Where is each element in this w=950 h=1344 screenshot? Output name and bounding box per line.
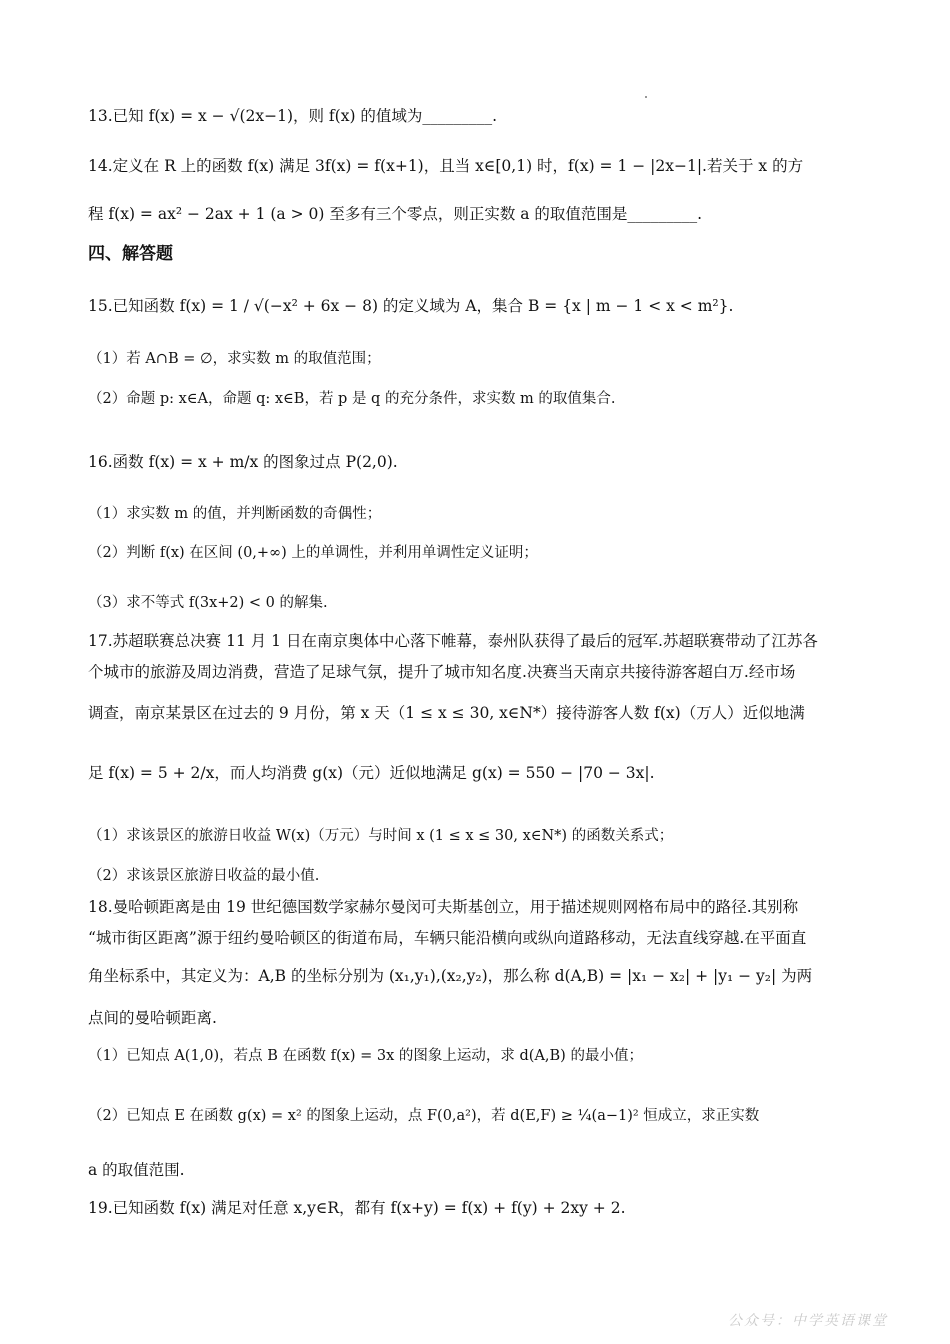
q16-part2: （2）判断 f(x) 在区间 (0,+∞) 上的单调性，并利用单调性定义证明； — [88, 545, 538, 561]
q15-part2: （2）命题 p: x∈A，命题 q: x∈B，若 p 是 q 的充分条件，求实数 m 的取值集合. — [88, 391, 616, 407]
q18-line-4: 点间的曼哈顿距离. — [88, 1009, 217, 1027]
q17-line-2: 个城市的旅游及周边消费，营造了足球气氛，提升了城市知名度.决赛当天南京共接待游客超白万.经市场 — [88, 663, 796, 681]
q18-part2-cont: a 的取值范围. — [88, 1161, 185, 1179]
q16-part3: （3）求不等式 f(3x+2) < 0 的解集. — [88, 595, 328, 611]
q14-line-2: 程 f(x) = ax² − 2ax + 1 (a > 0) 至多有三个零点，则正实数 a 的取值范围是_________. — [88, 205, 703, 223]
q18-line-2: “城市街区距离”源于纽约曼哈顿区的街道布局，车辆只能沿横向或纵向道路移动，无法直线穿越.在平面直 — [88, 929, 807, 947]
q16-part1: （1）求实数 m 的值，并判断函数的奇偶性； — [88, 506, 382, 522]
q18-line-1: 18.曼哈顿距离是由 19 世纪德国数学家赫尔曼闵可夫斯基创立，用于描述规则网格布局中的路径.其别称 — [88, 898, 799, 916]
q17-line-3: 调查，南京某景区在过去的 9 月份，第 x 天（1 ≤ x ≤ 30, x∈N*）接待游客人数 f(x)（万人）近似地满 — [88, 704, 805, 722]
q17-part2: （2）求该景区旅游日收益的最小值. — [88, 868, 320, 884]
q15-part1: （1）若 A∩B = ∅，求实数 m 的取值范围； — [88, 351, 381, 367]
q18-part1: （1）已知点 A(1,0)，若点 B 在函数 f(x) = 3x 的图象上运动，求 d(A,B) 的最小值； — [88, 1048, 643, 1064]
q15-stem: 15.已知函数 f(x) = 1 / √(−x² + 6x − 8) 的定义域为 A，集合 B = {x | m − 1 < x < m²}. — [88, 297, 734, 315]
q17-line-1: 17.苏超联赛总决赛 11 月 1 日在南京奥体中心落下帷幕，泰州队获得了最后的冠军.苏超联赛带动了江苏各 — [88, 632, 818, 650]
q19-stem: 19.已知函数 f(x) 满足对任意 x,y∈R，都有 f(x+y) = f(x) + f(y) + 2xy + 2. — [88, 1199, 626, 1217]
watermark: 公众号：中学英语课堂 — [728, 1313, 888, 1329]
q13-line: 13.已知 f(x) = x − √(2x−1)，则 f(x) 的值域为_________. — [88, 107, 498, 125]
page-mark — [645, 96, 647, 98]
q18-part2: （2）已知点 E 在函数 g(x) = x² 的图象上运动，点 F(0,a²)，若 d(E,F) ≥ ¼(a−1)² 恒成立，求正实数 — [88, 1108, 760, 1124]
q16-stem: 16.函数 f(x) = x + m/x 的图象过点 P(2,0). — [88, 453, 398, 471]
q17-part1: （1）求该景区的旅游日收益 W(x)（万元）与时间 x (1 ≤ x ≤ 30, x∈N*) 的函数关系式； — [88, 828, 674, 844]
section-heading: 四、解答题 — [88, 244, 173, 264]
q14-line-1: 14.定义在 R 上的函数 f(x) 满足 3f(x) = f(x+1)，且当 x∈[0,1) 时，f(x) = 1 − |2x−1|.若关于 x 的方 — [88, 157, 804, 175]
q18-line-3: 角坐标系中，其定义为：A,B 的坐标分别为 (x₁,y₁),(x₂,y₂)，那么称 d(A,B) = |x₁ − x₂| + |y₁ − y₂| 为两 — [88, 967, 813, 985]
q17-line-4: 足 f(x) = 5 + 2/x，而人均消费 g(x)（元）近似地满足 g(x) = 550 − |70 − 3x|. — [88, 764, 655, 782]
